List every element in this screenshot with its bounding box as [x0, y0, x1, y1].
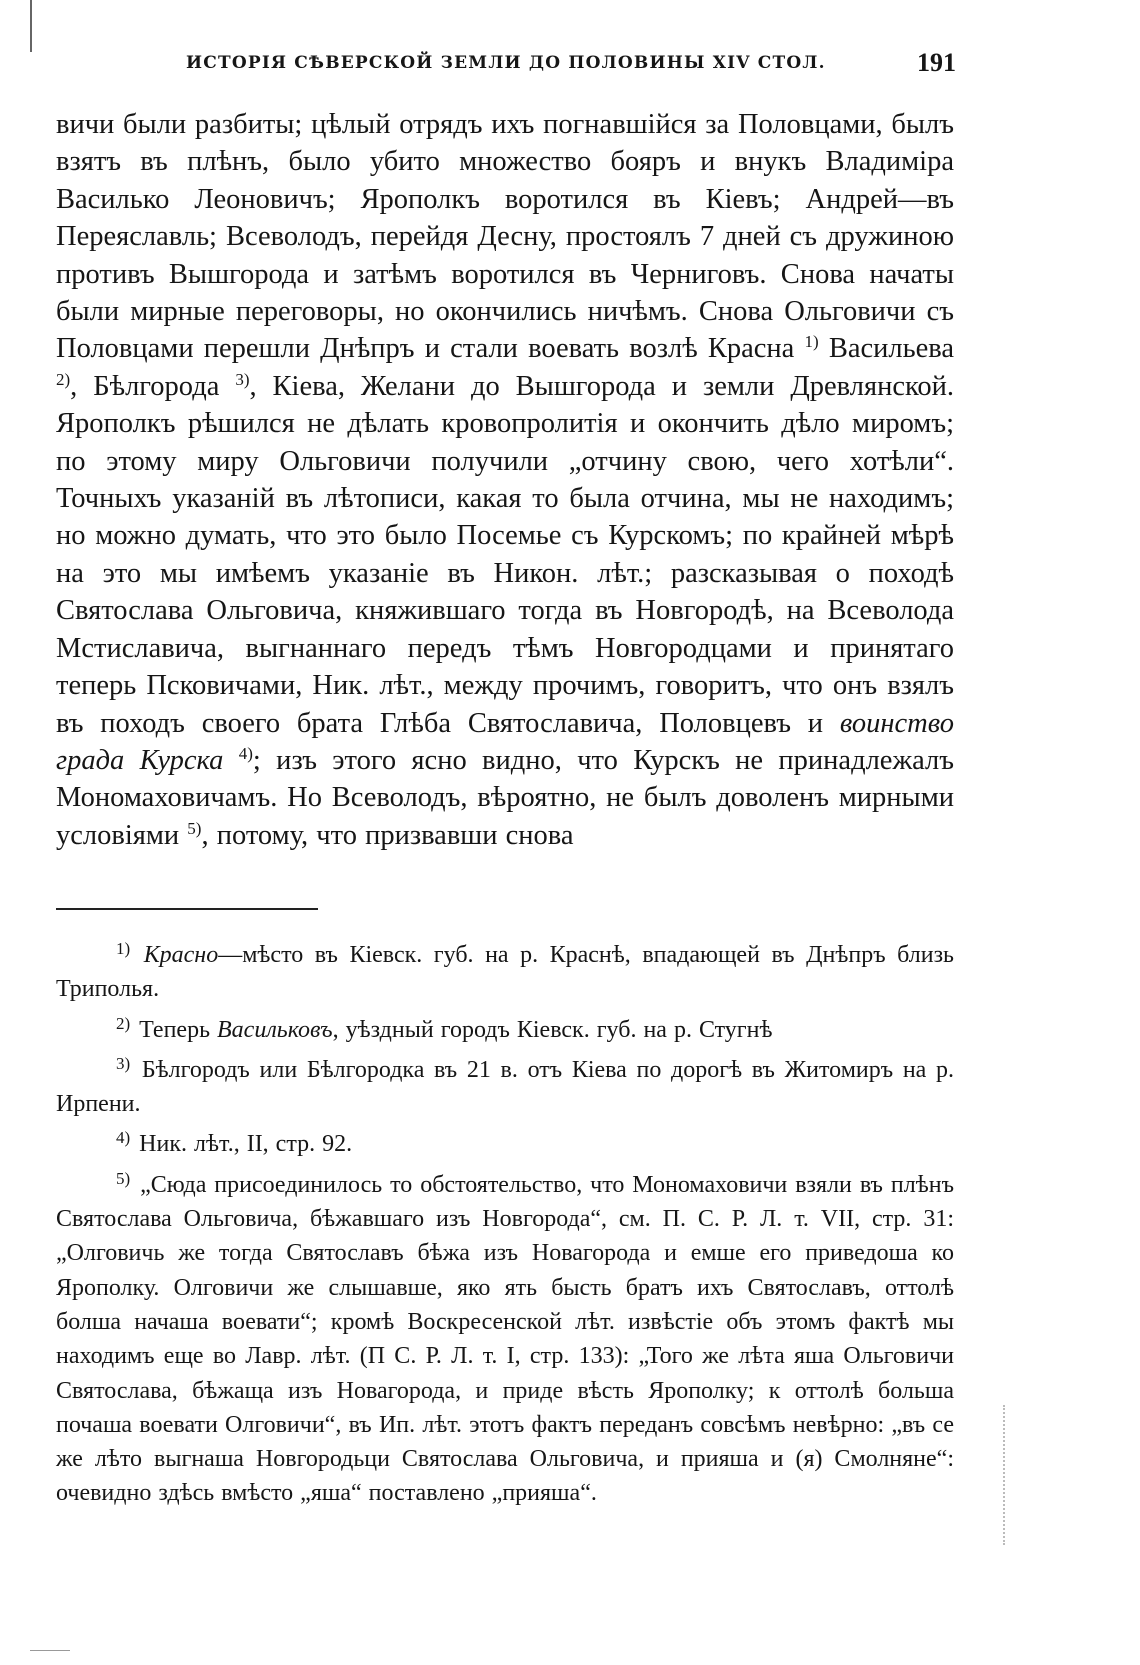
- footnote-1: [56, 932, 954, 1007]
- footnote-text: Бѣлгородъ или Бѣлгородка въ 21 в. отъ Кіева по дорогѣ въ Житомиръ на р. Ирпени.: [56, 1056, 955, 1118]
- footnote-separator: [56, 908, 318, 910]
- footnote-5: [56, 1162, 954, 1511]
- footnote-3: [56, 1047, 954, 1122]
- body-paragraph: , Кіева, Желани до Вышгорода и земли Древлянской. Ярополкъ рѣшился не дѣлать кровопролитія и окончить дѣло миромъ; по этому миру Ольговичи получили „отчину свою, чего хотѣли“. Точныхъ указаній въ лѣтописи, какая то была отчина, мы не находимъ; но можно думать, что это было Посемье съ Курскомъ; по крайней мѣрѣ на это мы имѣемъ указаніе въ Никон. лѣт.; разсказывая о походѣ Святослава Ольговича, княжившаго тогда въ Новгородѣ, на Всеволода Мстиславича, выгнаннаго передъ тѣмъ Новгородцами и принятаго теперь Псковичами, Ник. лѣт., между прочимъ, говоритъ, что онъ взялъ въ походъ своего брата Глѣба Святославича, Половцевъ и: [56, 370, 955, 739]
- footnote-ref: 5): [187, 818, 202, 838]
- margin-rule: [30, 0, 32, 52]
- body-paragraph: , Бѣлгорода: [70, 370, 220, 402]
- body-paragraph: Васильева: [828, 333, 955, 365]
- footnote-ref: 1): [804, 332, 819, 352]
- running-head: ИСТОРІЯ СѢВЕРСКОЙ ЗЕМЛИ ДО ПОЛОВИНЫ XIV СТОЛ.: [186, 53, 826, 73]
- footnote-ref: 2): [56, 369, 71, 389]
- footnote-text: Ник. лѣт., II, стр. 92.: [139, 1131, 353, 1158]
- footnote-marker: 5): [116, 1168, 131, 1188]
- footnote-text: Теперь: [139, 1016, 218, 1043]
- footnote-text: —мѣсто въ Кіевск. губ. на р. Краснѣ, впадающей въ Днѣпръ близь Триполья.: [56, 942, 955, 1003]
- footnote-2: [56, 1007, 954, 1047]
- footnote-marker: 1): [116, 939, 131, 958]
- footnote-ref: 3): [235, 369, 250, 389]
- footnotes: [56, 932, 954, 1511]
- footnote-4: [56, 1121, 954, 1161]
- page-header: [56, 48, 956, 78]
- edge-mark: [30, 1650, 70, 1651]
- body-text: [56, 106, 954, 854]
- italic-phrase: воинство града Курска: [56, 707, 954, 776]
- footnote-text: „Сюда присоединилось то обстоятельство, что Мономаховичи взяли въ плѣнъ Святослава Ольговича, бѣжавшаго изъ Новгорода“, см. П. С. Р. Л. т. VII, стр. 31: „Олговичь же тогда Святославъ бѣжа изъ Новагорода и емше его приведоша ко Ярополку. Олговичи же слышавше, яко ять бысть братъ ихъ Святославъ, оттолѣ болша начаша воевати“; кромѣ Воскресенской лѣт. извѣстіе объ этомъ фактѣ мы находимъ еще во Лавр. лѣт. (П С. Р. Л. т. I, стр. 133): „Того же лѣта яша Ольговичи Святослава, бѣжаща изъ Новагорода, и приде вѣсть Ярополку; к оттолѣ больша почаша воевати Олговичи“, въ Ип. лѣт. этотъ фактъ переданъ совсѣмъ невѣрно: „въ се же лѣто выгнаша Новгородьци Святослава Ольговича, и прияша и (я) Смолняне“: очевидно здѣсь вмѣсто „яша“ поставлено „прияша“.: [56, 1171, 955, 1507]
- body-paragraph: , потому, что призвавши снова: [201, 819, 574, 851]
- body-paragraph: ; изъ этого ясно видно, что Курскъ не принадлежалъ Мономаховичамъ. Но Всеволодъ, вѣроятно, не былъ доволенъ мирными условіями: [56, 744, 955, 851]
- footnote-marker: 2): [116, 1013, 131, 1033]
- footnote-italic: Красно: [143, 942, 219, 968]
- footnote-italic: Васильковъ: [217, 1016, 333, 1043]
- body-paragraph: вичи были разбиты; цѣлый отрядъ ихъ погнавшійся за Половцами, былъ взятъ въ плѣнъ, было убито множество бояръ и внукъ Владиміра Василько Леоновичъ; Ярополкъ воротился въ Кіевъ; Андрей—въ Переяславль; Всеволодъ, перейдя Десну, простоялъ 7 дней съ дружиною противъ Вышгорода и затѣмъ воротился въ Черниговъ. Снова начаты были мирные переговоры, но окончились ничѣмъ. Снова Ольговичи съ Половцами перешли Днѣпръ и стали воевать возлѣ Красна: [56, 109, 954, 365]
- page-number: 191: [917, 48, 956, 77]
- footnote-marker: 3): [116, 1053, 131, 1073]
- footnote-text: , уѣздный городъ Кіевск. губ. на р. Стугнѣ: [332, 1016, 773, 1043]
- edge-mark: [1003, 1405, 1007, 1545]
- footnote-marker: 4): [116, 1128, 131, 1148]
- footnote-ref: 4): [238, 743, 253, 763]
